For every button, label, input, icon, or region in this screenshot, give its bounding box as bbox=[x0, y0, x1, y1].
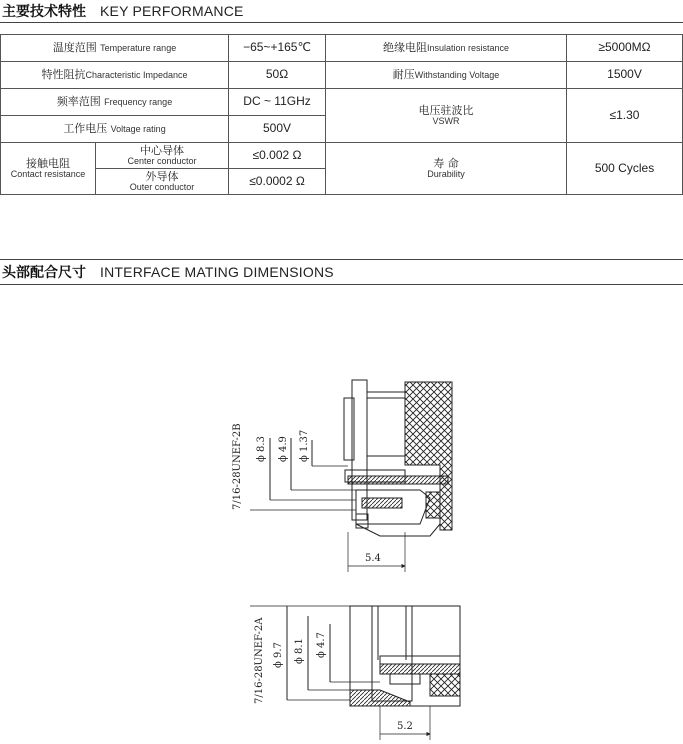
temperature-value: −65~+165℃ bbox=[229, 35, 326, 62]
durability-label: 寿 命 Durability bbox=[326, 143, 567, 195]
dim-2a-d2: ϕ 8.1 bbox=[294, 638, 305, 664]
voltage-label: 工作电压 Voltage rating bbox=[1, 116, 229, 143]
drawing-female-2b bbox=[250, 380, 452, 572]
vswr-value: ≤1.30 bbox=[567, 89, 683, 143]
impedance-label: 特性阻抗Characteristic Impedance bbox=[1, 62, 229, 89]
key-performance-title-en: KEY PERFORMANCE bbox=[100, 3, 244, 19]
outer-conductor-label: 外导体 Outer conductor bbox=[96, 169, 229, 195]
withstanding-label: 耐压Withstanding Voltage bbox=[326, 62, 567, 89]
interface-title-cn: 头部配合尺寸 bbox=[2, 265, 86, 281]
key-performance-title-cn: 主要技术特性 bbox=[2, 4, 86, 20]
thread-label-2b: 7/16-28UNEF-2B bbox=[232, 423, 243, 510]
temperature-label: 温度范围 Temperature range bbox=[1, 35, 229, 62]
dim-2b-d1: ϕ 8.3 bbox=[256, 436, 267, 462]
voltage-value: 500V bbox=[229, 116, 326, 143]
center-conductor-value: ≤0.002 Ω bbox=[229, 143, 326, 169]
durability-value: 500 Cycles bbox=[567, 143, 683, 195]
withstanding-value: 1500V bbox=[567, 62, 683, 89]
dim-2a-length: 5.2 bbox=[397, 721, 413, 732]
impedance-value: 50Ω bbox=[229, 62, 326, 89]
insulation-value: ≥5000MΩ bbox=[567, 35, 683, 62]
frequency-value: DC ~ 11GHz bbox=[229, 89, 326, 116]
frequency-label: 频率范围 Frequency range bbox=[1, 89, 229, 116]
insulation-label: 绝缘电阻Insulation resistance bbox=[326, 35, 567, 62]
vswr-label: 电压驻波比 VSWR bbox=[326, 89, 567, 143]
dim-2a-d3: ϕ 4.7 bbox=[316, 632, 327, 658]
drawing-male-2a bbox=[250, 606, 460, 740]
dim-2b-length: 5.4 bbox=[365, 553, 381, 564]
dim-2b-d2: ϕ 4.9 bbox=[278, 436, 289, 462]
dim-2b-d3: ϕ 1.37 bbox=[299, 429, 310, 462]
outer-conductor-value: ≤0.0002 Ω bbox=[229, 169, 326, 195]
dim-2a-d1: ϕ 9.7 bbox=[273, 642, 284, 668]
thread-label-2a: 7/16-28UNEF-2A bbox=[254, 617, 265, 704]
contact-label: 接触电阻 Contact resistance bbox=[1, 143, 96, 195]
interface-title-en: INTERFACE MATING DIMENSIONS bbox=[100, 264, 334, 280]
center-conductor-label: 中心导体 Center conductor bbox=[96, 143, 229, 169]
